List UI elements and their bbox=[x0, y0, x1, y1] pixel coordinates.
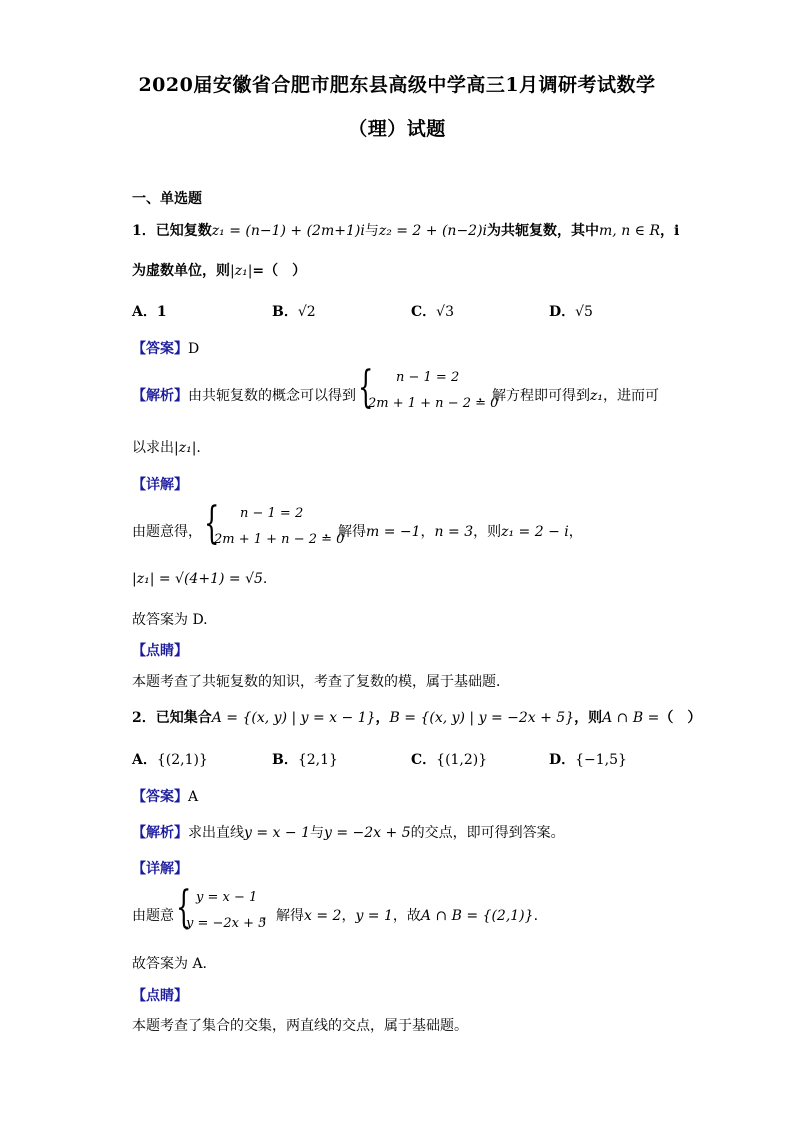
q1-option-d bbox=[549, 301, 593, 321]
q1-detail-d: ，则 bbox=[473, 524, 502, 540]
q1-stem-b: 与 bbox=[364, 223, 379, 239]
q2-detail-tail bbox=[262, 905, 538, 925]
q2-detail-brace: { bbox=[176, 882, 192, 933]
q2-detail-c: ， bbox=[341, 908, 356, 924]
q1-analysis-a: 由共轭复数的概念可以得到 bbox=[188, 388, 356, 404]
q1-analysis-line2c: . bbox=[196, 440, 201, 456]
q1-comment: 本题考查了共轭复数的知识，考查了复数的模，属于基础题． bbox=[132, 674, 510, 690]
q1-detail-brace: { bbox=[204, 498, 220, 549]
q1-answer bbox=[132, 338, 199, 358]
q2-option-a bbox=[132, 749, 208, 769]
q1-analysis-eq2: 2m + 1 + n − 2 = 0 bbox=[368, 396, 499, 411]
q1-detail-abs: |z₁| = √(4+1) = √5 bbox=[132, 571, 263, 587]
q2-answer-value: A bbox=[188, 789, 199, 805]
q2-option-c-label: C． bbox=[411, 752, 437, 768]
q1-detail-a: 由题意得， bbox=[132, 524, 202, 540]
q1-detail-n: n = 3 bbox=[434, 524, 474, 540]
q2-stem bbox=[132, 707, 701, 727]
q1-detail-e: ， bbox=[568, 524, 583, 540]
q1-stem-line2 bbox=[132, 260, 306, 280]
q1-analysis-c: ，进而可 bbox=[603, 388, 659, 404]
q1-option-c bbox=[411, 301, 454, 321]
q2-option-b-value: {2,1} bbox=[297, 752, 338, 768]
q1-analysis-b: ，解方程即可得到 bbox=[478, 388, 590, 404]
q1-detail-z1: z₁ = 2 − i bbox=[501, 524, 569, 540]
q1-conclusion: 故答案为 D. bbox=[132, 612, 208, 628]
q2-line1: y = x − 1 bbox=[244, 825, 310, 841]
q2-option-d-label: D． bbox=[549, 752, 576, 768]
q2-option-b bbox=[272, 749, 338, 769]
q1-detail-b: ，解得 bbox=[324, 524, 366, 540]
document-title-line1: 2020届安徽省合肥市肥东县高级中学高三1月调研考试数学 bbox=[138, 74, 656, 96]
q1-analysis-tag: 【解析】 bbox=[132, 388, 188, 404]
q1-analysis-tail bbox=[478, 385, 659, 405]
q1-stem-line1 bbox=[132, 220, 679, 240]
q1-stem-a: 1．已知复数 bbox=[132, 223, 212, 239]
q1-option-d-label: D． bbox=[549, 304, 576, 320]
q2-answer-tag: 【答案】 bbox=[132, 789, 188, 805]
q1-abs-expression: |z₁| bbox=[230, 263, 253, 279]
q1-detail-m: m = −1 bbox=[366, 524, 421, 540]
q2-comment: 本题考查了集合的交集，两直线的交点，属于基础题。 bbox=[132, 1018, 468, 1034]
q2-intersection: A ∩ B = bbox=[602, 710, 660, 726]
q2-option-d bbox=[549, 749, 627, 769]
q2-option-c-value: {(1,2)} bbox=[436, 752, 488, 768]
q1-option-b bbox=[272, 301, 316, 321]
q1-analysis-line1 bbox=[132, 385, 356, 405]
q1-analysis-line2 bbox=[132, 437, 201, 457]
section-heading: 一、单选题 bbox=[132, 191, 202, 207]
q1-analysis-z1: z₁ bbox=[590, 388, 603, 404]
q2-detail-b: ，解得 bbox=[262, 908, 304, 924]
q2-option-a-value: {(2,1)} bbox=[156, 752, 208, 768]
q2-set-a: A = {(x, y) | y = x − 1} bbox=[211, 710, 376, 726]
q2-analysis bbox=[132, 822, 565, 842]
q2-stem-c: ，则 bbox=[574, 710, 603, 726]
q2-detail-y: y = 1 bbox=[355, 908, 393, 924]
q2-option-c bbox=[411, 749, 487, 769]
q2-analysis-a: 求出直线 bbox=[188, 825, 244, 841]
q1-stem-d: ，i bbox=[660, 223, 680, 239]
q2-detail-a: 由题意 bbox=[132, 908, 174, 924]
q2-detail-d: ，故 bbox=[392, 908, 421, 924]
q1-detail-abs-line bbox=[132, 571, 267, 587]
q1-detail-abs-end: . bbox=[262, 571, 268, 587]
q2-detail-result: A ∩ B = {(2,1)} bbox=[420, 908, 534, 924]
q1-option-b-label: B． bbox=[272, 304, 298, 320]
q1-answer-value: D bbox=[188, 341, 200, 357]
q2-stem-b: ， bbox=[375, 710, 390, 726]
q1-option-c-value: √3 bbox=[436, 304, 454, 320]
q2-conclusion: 故答案为 A. bbox=[132, 956, 208, 972]
q1-option-a-label: A． bbox=[132, 304, 157, 320]
q1-option-b-value: √2 bbox=[297, 304, 316, 320]
q2-option-b-label: B． bbox=[272, 752, 298, 768]
q1-analysis-line2a: 以求出 bbox=[132, 440, 174, 456]
q2-detail-x: x = 2 bbox=[304, 908, 342, 924]
q2-analysis-b: 与 bbox=[309, 825, 324, 841]
q2-detail-eq1: y = x − 1 bbox=[196, 890, 258, 905]
q2-answer bbox=[132, 786, 198, 806]
q1-detail-eq1: n − 1 = 2 bbox=[240, 506, 304, 521]
q2-detail-eq2: y = −2x + 5 bbox=[186, 916, 267, 931]
q2-option-d-value: {−1,5} bbox=[575, 752, 627, 768]
q1-stem-c: 为共轭复数，其中 bbox=[487, 223, 600, 239]
q1-analysis-brace: { bbox=[358, 362, 374, 413]
q2-comment-tag: 【点睛】 bbox=[132, 988, 188, 1004]
q1-z2-expression: z₂ = 2 + (n−2)i bbox=[378, 223, 488, 239]
document-title-line2: （理）试题 bbox=[348, 118, 446, 140]
q1-comment-tag: 【点睛】 bbox=[132, 643, 188, 659]
q1-detail-eq2: 2m + 1 + n − 2 = 0 bbox=[214, 532, 345, 547]
q2-detail-tag: 【详解】 bbox=[132, 861, 188, 877]
q2-analysis-tag: 【解析】 bbox=[132, 825, 188, 841]
q1-option-d-value: √5 bbox=[575, 304, 593, 320]
q1-option-a bbox=[132, 301, 167, 321]
q1-z1-expression: z₁ = (n−1) + (2m+1)i bbox=[211, 223, 365, 239]
q1-stem-line2-text: 为虚数单位，则 bbox=[132, 263, 230, 279]
q2-stem-a: 2．已知集合 bbox=[132, 710, 212, 726]
q1-answer-tag: 【答案】 bbox=[132, 341, 188, 357]
q1-option-c-label: C． bbox=[411, 304, 437, 320]
q1-stem-end: =（ ） bbox=[252, 263, 307, 279]
q2-stem-end: （ ） bbox=[659, 710, 702, 726]
q1-mn-expression: m, n ∈ R bbox=[599, 223, 661, 239]
q1-detail-c: ， bbox=[420, 524, 435, 540]
q2-set-b: B = {(x, y) | y = −2x + 5} bbox=[389, 710, 575, 726]
q1-option-a-value: 1 bbox=[156, 304, 167, 320]
q1-analysis-abs: |z₁| bbox=[174, 440, 197, 456]
q1-detail-tag: 【详解】 bbox=[132, 477, 188, 493]
q1-detail-tail bbox=[324, 521, 583, 541]
q2-line2: y = −2x + 5 bbox=[323, 825, 411, 841]
q2-option-a-label: A． bbox=[132, 752, 157, 768]
q2-analysis-c: 的交点，即可得到答案。 bbox=[410, 825, 565, 841]
q1-analysis-eq1: n − 1 = 2 bbox=[396, 370, 460, 385]
q2-detail-end: . bbox=[533, 908, 539, 924]
